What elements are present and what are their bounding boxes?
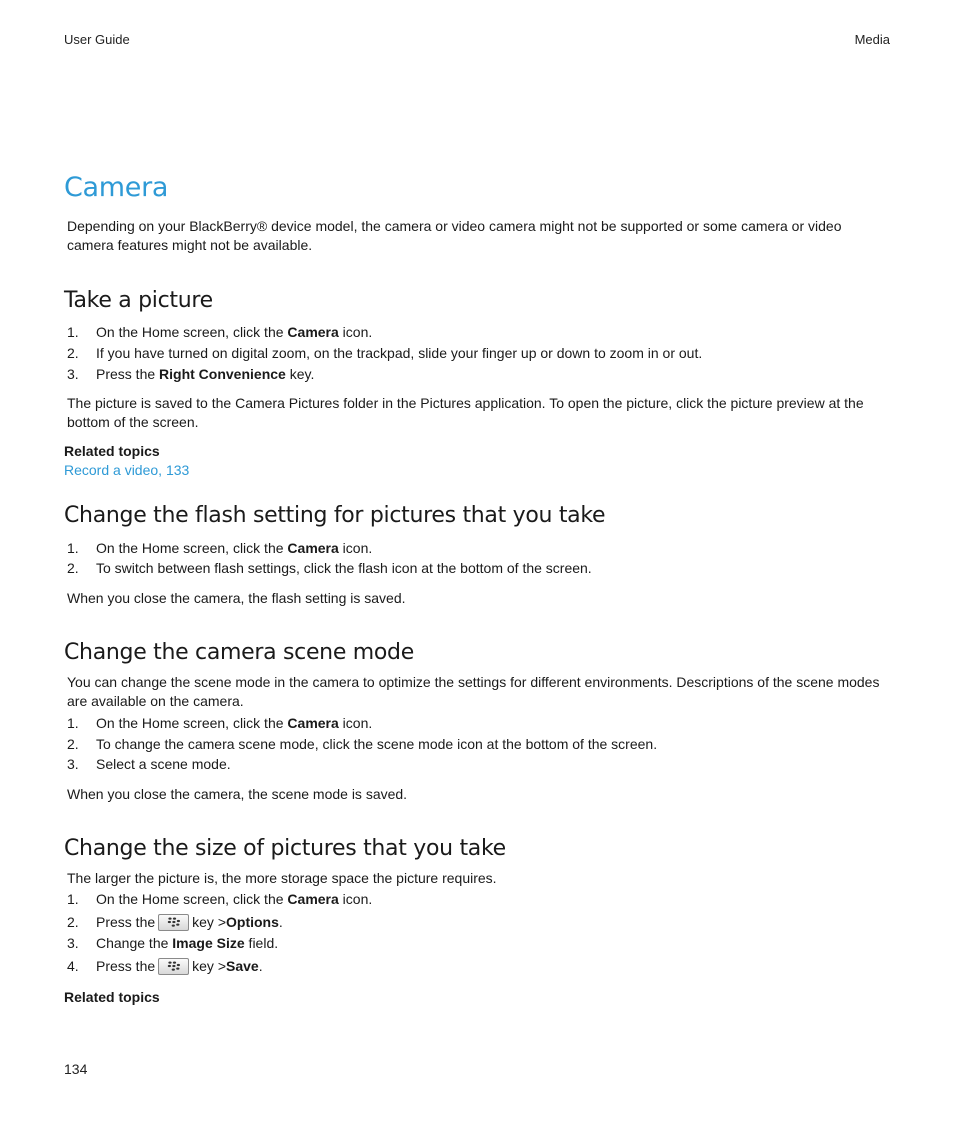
chapter-title: Camera (64, 172, 169, 203)
list-item (64, 713, 890, 733)
step-bold: Save (226, 958, 259, 974)
step-number: 2. (67, 560, 79, 576)
step-text: icon. (338, 715, 373, 731)
section-heading-take-picture: Take a picture (64, 288, 213, 313)
size-intro: The larger the picture is, the more storage space the picture requires. (67, 870, 497, 886)
list-item (64, 343, 890, 363)
step-text: On the Home screen, click the (96, 891, 288, 907)
list-item (64, 322, 890, 342)
list-item (64, 911, 890, 933)
step-bold: Camera (287, 715, 339, 731)
step-bold: Image Size (172, 935, 245, 951)
list-item (64, 734, 890, 754)
step-text: On the Home screen, click the (96, 540, 288, 556)
scene-note: When you close the camera, the scene mode is saved. (67, 786, 408, 802)
section-heading-picture-size: Change the size of pictures that you take (64, 836, 506, 861)
step-number: 2. (67, 736, 79, 752)
step-number: 3. (67, 935, 79, 951)
step-text: icon. (338, 540, 373, 556)
take-picture-note: The picture is saved to the Camera Pictures folder in the Pictures application. To open the picture, click the picture preview at the bottom of the screen. (67, 395, 864, 430)
list-item (64, 558, 890, 578)
step-number: 1. (67, 540, 79, 556)
step-bold: Right Convenience (159, 366, 286, 382)
step-text: . (258, 958, 263, 974)
step-text: key. (285, 366, 315, 382)
step-text: Change the (96, 935, 173, 951)
flash-note: When you close the camera, the flash setting is saved. (67, 590, 406, 606)
blackberry-menu-key-icon (158, 914, 189, 931)
step-number: 1. (67, 715, 79, 731)
flash-steps (64, 538, 890, 578)
list-item (64, 955, 890, 977)
step-number: 2. (67, 914, 79, 930)
blackberry-menu-key-icon (158, 958, 189, 975)
list-item (64, 754, 890, 774)
list-item (64, 889, 890, 909)
related-topics-heading: Related topics (64, 443, 160, 459)
list-item (64, 364, 890, 384)
step-text: To change the camera scene mode, click the scene mode icon at the bottom of the screen. (96, 736, 658, 752)
step-bold: Camera (287, 540, 339, 556)
page-number: 134 (64, 1061, 88, 1077)
step-bold: Camera (287, 891, 339, 907)
step-text: If you have turned on digital zoom, on the trackpad, slide your finger up or down to zoom in or out. (96, 345, 703, 361)
list-item (64, 933, 890, 953)
step-text: icon. (338, 324, 373, 340)
step-text: icon. (338, 891, 373, 907)
step-number: 1. (67, 891, 79, 907)
step-number: 1. (67, 324, 79, 340)
chapter-intro: Depending on your BlackBerry® device model, the camera or video camera might not be supported or some camera or video camera features might not be available. (67, 218, 842, 253)
scene-intro: You can change the scene mode in the camera to optimize the settings for different environments. Descriptions of the scene modes are available on the camera. (67, 674, 880, 709)
step-text: . (278, 914, 283, 930)
step-number: 2. (67, 345, 79, 361)
step-number: 3. (67, 366, 79, 382)
step-bold: Options (226, 914, 279, 930)
step-number: 3. (67, 756, 79, 772)
step-text: Press the (96, 914, 156, 930)
step-text: field. (244, 935, 279, 951)
take-picture-steps (64, 322, 890, 384)
step-bold: Camera (287, 324, 339, 340)
step-text: key > (192, 958, 226, 974)
step-text: On the Home screen, click the (96, 715, 288, 731)
step-number: 4. (67, 958, 79, 974)
section-heading-scene-mode: Change the camera scene mode (64, 640, 414, 665)
step-text: To switch between flash settings, click the flash icon at the bottom of the screen. (96, 560, 592, 576)
scene-steps (64, 713, 890, 774)
step-text: Press the (96, 366, 160, 382)
step-text: Press the (96, 958, 156, 974)
size-steps (64, 889, 890, 977)
step-text: On the Home screen, click the (96, 324, 288, 340)
related-link-record-video[interactable]: Record a video, 133 (64, 462, 190, 478)
section-heading-flash: Change the flash setting for pictures that you take (64, 503, 606, 528)
step-text: Select a scene mode. (96, 756, 231, 772)
step-text: key > (192, 914, 226, 930)
related-topics-heading: Related topics (64, 989, 160, 1005)
running-header-left: User Guide (64, 32, 130, 47)
list-item (64, 538, 890, 558)
running-header-right: Media (854, 32, 890, 47)
